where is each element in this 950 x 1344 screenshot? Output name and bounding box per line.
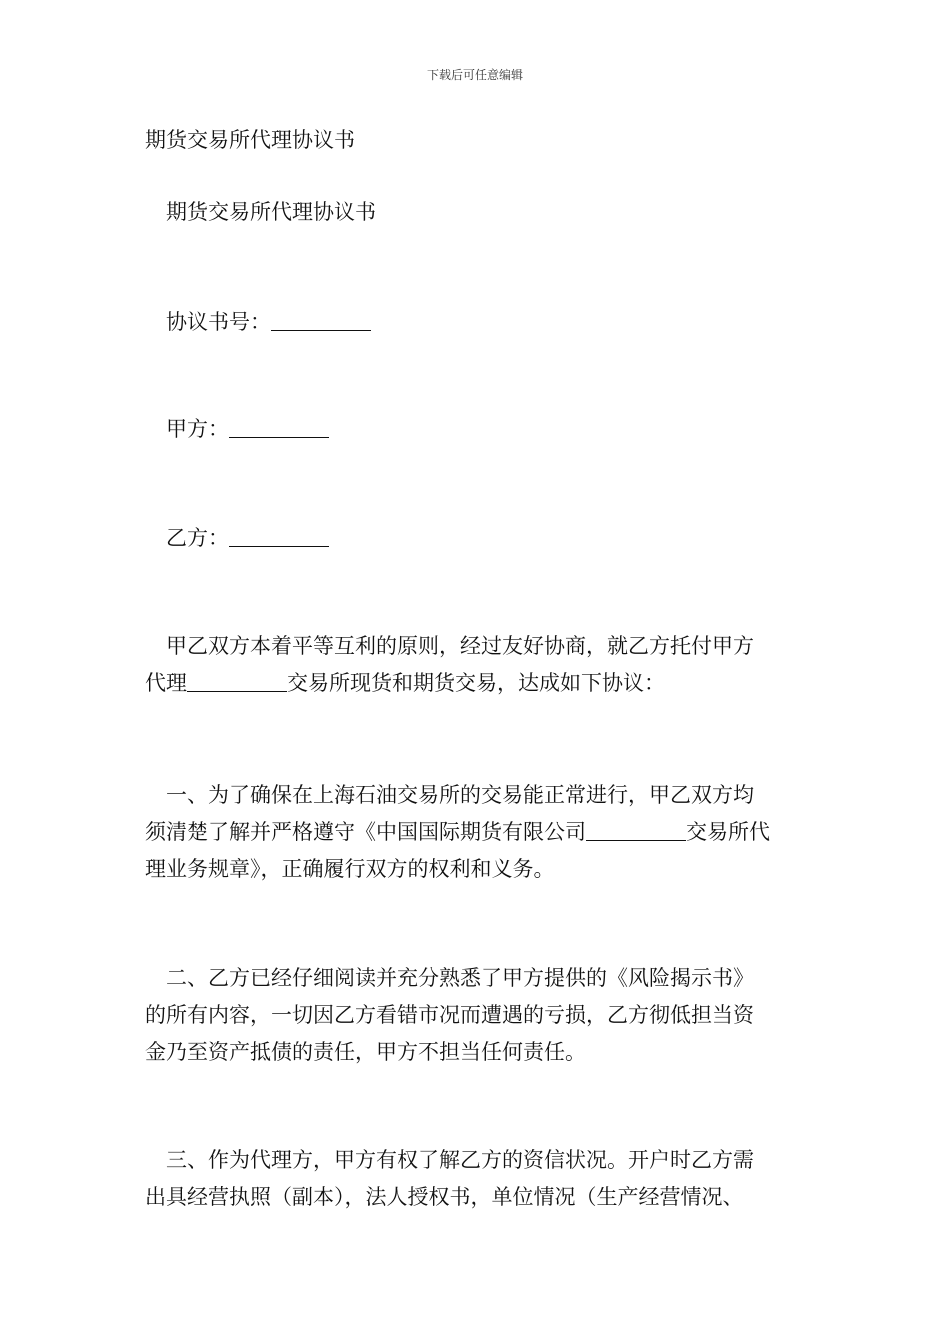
party-b-blank (229, 526, 329, 547)
clause-1-line-3: 理业务规章》，正确履行双方的权利和义务。 (145, 857, 555, 881)
clause-2-line-3: 金乃至资产抵债的责任，甲方不担当任何责任。 (145, 1040, 586, 1064)
party-b-field (166, 522, 329, 552)
exchange-name-blank (187, 671, 287, 692)
intro-paragraph (145, 628, 810, 702)
clause-3-line-2: 出具经营执照（副本），法人授权书，单位情况（生产经营情况、 (145, 1185, 744, 1209)
document-title: 期货交易所代理协议书 (145, 128, 355, 152)
clause-1-line-1: 一、为了确保在上海石油交易所的交易能正常进行，甲乙双方均 (166, 783, 754, 807)
clause-3-line-1: 三、作为代理方，甲方有权了解乙方的资信状况。开户时乙方需 (166, 1148, 754, 1172)
clause-1-line-2-end: 交易所代 (686, 820, 770, 844)
clause-2-line-2: 的所有内容，一切因乙方看错市况而遭遇的亏损，乙方彻低担当资 (145, 1003, 754, 1027)
clause-2-line-1: 二、乙方已经仔细阅读并充分熟悉了甲方提供的《风险揭示书》 (166, 966, 754, 990)
page-header-note: 下载后可任意编辑 (426, 68, 523, 82)
clause-2 (145, 960, 810, 1071)
agreement-number-blank (271, 310, 371, 331)
party-a-field (166, 413, 329, 443)
agreement-number-label: 协议书号： (166, 310, 271, 334)
clause-1 (145, 777, 810, 888)
party-b-label: 乙方： (166, 526, 229, 550)
intro-line-2 (145, 665, 810, 702)
intro-line-2-end: 交易所现货和期货交易，达成如下协议： (287, 671, 665, 695)
clause-3 (145, 1142, 810, 1216)
intro-line-2-start: 代理 (145, 671, 187, 695)
agreement-number-field (166, 306, 371, 336)
clause-1-line-2 (145, 814, 810, 851)
intro-line-1: 甲乙双方本着平等互利的原则，经过友好协商，就乙方托付甲方 (166, 634, 754, 658)
party-a-blank (229, 417, 329, 438)
clause-1-line-2-start: 须清楚了解并严格遵守《中国国际期货有限公司 (145, 820, 586, 844)
document-subtitle: 期货交易所代理协议书 (166, 200, 376, 224)
clause-1-blank (586, 820, 686, 841)
party-a-label: 甲方： (166, 417, 229, 441)
